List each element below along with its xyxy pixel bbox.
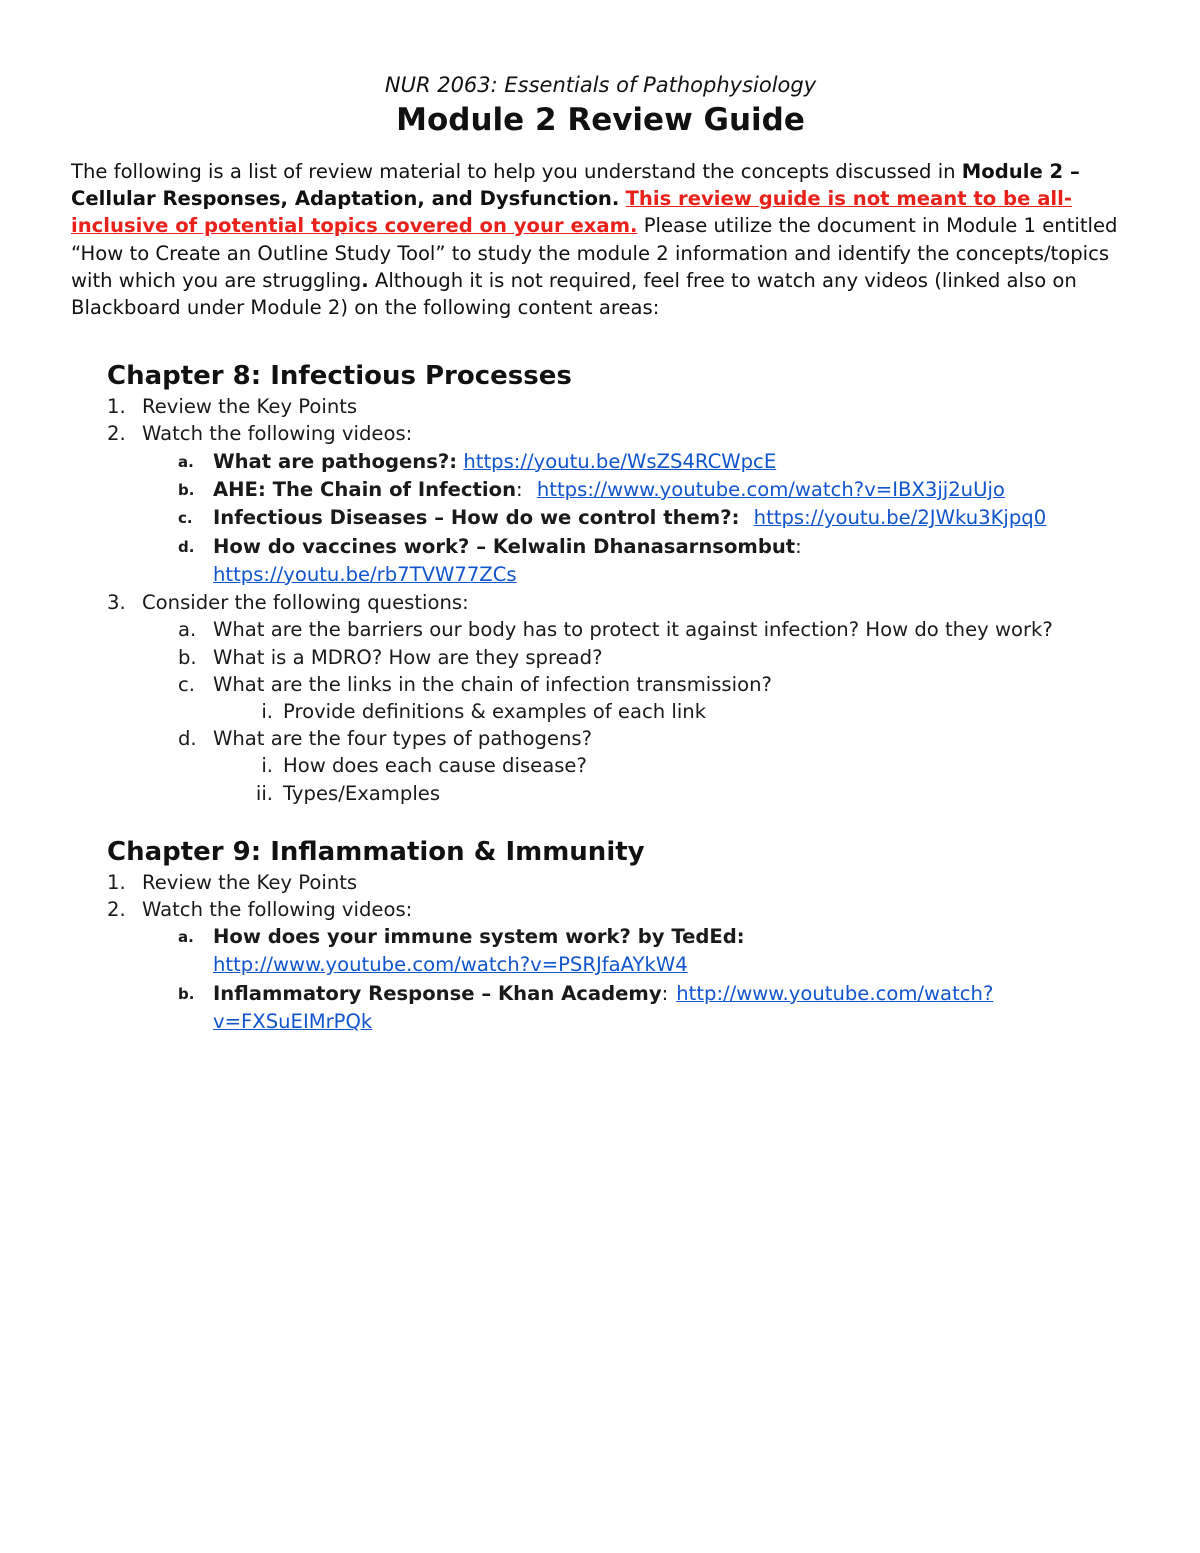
list-marker: 1.: [107, 870, 126, 894]
list-marker: c.: [178, 672, 196, 696]
question-item: [107, 644, 1130, 671]
intro-period: .: [361, 268, 369, 292]
intro-paragraph: [71, 158, 1130, 321]
chapter-8-heading: Chapter 8: Infectious Processes: [107, 361, 572, 392]
video-item: [107, 980, 1130, 1037]
sub-question-item: [107, 698, 1130, 725]
chapter-9-list: [71, 869, 1130, 1037]
video-separator: [739, 506, 745, 529]
list-marker: 2.: [107, 897, 126, 921]
video-item: [107, 476, 1130, 504]
question-text: How does each cause disease?: [283, 754, 587, 778]
list-marker: b.: [178, 480, 195, 499]
list-marker: b.: [178, 645, 197, 669]
video-title: What are pathogens?:: [213, 449, 458, 473]
chapter-8-list: [71, 393, 1130, 807]
question-text: What is a MDRO? How are they spread?: [213, 645, 603, 669]
list-marker: ii.: [255, 781, 273, 805]
list-marker: a.: [178, 618, 197, 642]
video-link[interactable]: http://www.youtube.com/watch?v=FXSuEIMrPQk: [213, 981, 994, 1034]
question-text: What are the links in the chain of infection transmission?: [213, 672, 772, 696]
list-marker: i.: [261, 699, 273, 723]
video-link[interactable]: http://www.youtube.com/watch?v=PSRJfaAYkW4: [213, 953, 688, 977]
list-marker: a.: [178, 452, 194, 471]
page-title: Module 2 Review Guide: [396, 102, 805, 138]
intro-text-2: Please utilize the document in Module 1 entitled “How to Create an Outline Study Tool” to study the module 2 information and identify the concepts/topics with which you are struggling: [71, 214, 1118, 292]
list-item: [107, 589, 1130, 616]
list-item-text: Consider the following questions:: [142, 591, 469, 615]
list-item: [107, 393, 1130, 420]
question-item: [107, 671, 1130, 698]
question-item: [107, 616, 1130, 643]
video-link[interactable]: https://youtu.be/WsZS4RCWpcE: [463, 449, 777, 473]
question-text: What are the four types of pathogens?: [213, 727, 592, 751]
module-title: Module 2 – Cellular Responses, Adaptation, and Dysfunction.: [71, 160, 1080, 211]
video-item: [107, 448, 1130, 476]
question-text: Provide definitions & examples of each link: [283, 699, 707, 723]
video-title: How do vaccines work? – Kelwalin Dhanasarnsombut: [213, 534, 796, 558]
exam-warning: This review guide is not meant to be all-inclusive of potential topics covered on your exam.: [71, 187, 1072, 238]
list-item-text: Review the Key Points: [142, 870, 358, 894]
video-title: AHE: The Chain of Infection: [213, 477, 517, 501]
video-separator: :: [661, 981, 669, 1005]
intro-text-3: Although it is not required, feel free to watch any videos (linked also on Blackboard under Module 2) on the following content areas:: [71, 268, 1077, 320]
list-marker: 1.: [107, 395, 126, 419]
list-marker: 2.: [107, 422, 126, 446]
intro-text-1: The following is a list of review material to help you understand the concepts discussed in: [71, 160, 962, 183]
video-title: How does your immune system work? by TedEd:: [213, 925, 745, 949]
chapter-9-heading: Chapter 9: Inflammation & Immunity: [107, 836, 645, 867]
course-title: NUR 2063: Essentials of Pathophysiology: [384, 73, 817, 97]
video-item: [107, 504, 1130, 532]
video-link[interactable]: https://www.youtube.com/watch?v=IBX3jj2uUjo: [536, 477, 1005, 501]
video-title: Infectious Diseases – How do we control them?:: [213, 506, 740, 530]
list-marker: 3.: [107, 591, 126, 615]
list-marker: b.: [178, 984, 195, 1003]
video-title: Inflammatory Response – Khan Academy: [213, 981, 662, 1005]
list-item: [107, 420, 1130, 447]
sub-question-item: [107, 752, 1130, 779]
list-item-text: Watch the following videos:: [142, 897, 413, 921]
list-item-text: Review the Key Points: [142, 395, 358, 419]
video-item: [107, 533, 1130, 590]
sub-question-item: [107, 780, 1130, 807]
question-text: What are the barriers our body has to protect it against infection? How do they work?: [213, 618, 1053, 642]
video-separator: :: [795, 534, 802, 558]
question-text: Types/Examples: [283, 781, 441, 805]
list-marker: a.: [178, 928, 194, 947]
list-marker: d.: [178, 537, 195, 556]
video-link[interactable]: https://youtu.be/2JWku3Kjpq0: [753, 506, 1047, 530]
list-marker: c.: [178, 509, 193, 528]
video-link[interactable]: https://youtu.be/rb7TVW77ZCs: [213, 562, 517, 586]
list-item: [107, 869, 1130, 896]
list-item: [107, 896, 1130, 923]
video-item: [107, 923, 1130, 980]
list-marker: d.: [178, 727, 197, 751]
list-marker: i.: [261, 754, 273, 778]
video-separator: :: [516, 477, 529, 501]
question-item: [107, 725, 1130, 752]
list-item-text: Watch the following videos:: [142, 422, 413, 446]
